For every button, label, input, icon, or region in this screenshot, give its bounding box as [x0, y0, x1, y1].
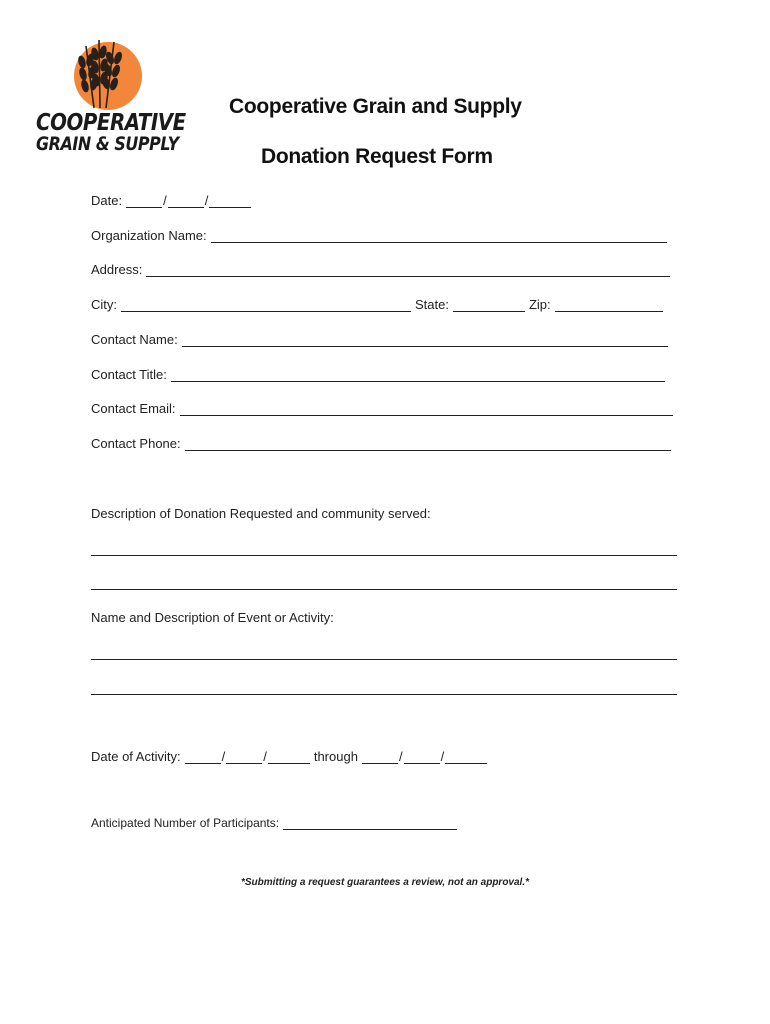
contact-email-blank[interactable] — [180, 402, 673, 416]
contact-name-field[interactable] — [91, 332, 668, 347]
participants-label: Anticipated Number of Participants: — [91, 816, 280, 830]
contact-name-blank[interactable] — [182, 333, 668, 347]
activity-start-month-blank[interactable] — [185, 750, 221, 764]
review-disclaimer: *Submitting a request guarantees a review, not an approval.* — [240, 877, 530, 888]
company-logo — [36, 36, 186, 160]
state-label: State: — [415, 297, 449, 312]
city-label: City: — [91, 297, 117, 312]
contact-phone-field[interactable] — [91, 436, 671, 451]
activity-end-month-blank[interactable] — [362, 750, 398, 764]
date-separator: / — [440, 749, 445, 764]
activity-date-label: Date of Activity: — [91, 749, 181, 764]
contact-title-blank[interactable] — [171, 368, 665, 382]
organization-label: Organization Name: — [91, 228, 207, 243]
description-heading — [91, 506, 431, 521]
address-blank[interactable] — [146, 263, 670, 277]
date-label: Date: — [91, 193, 123, 208]
organization-blank[interactable] — [211, 229, 667, 243]
contact-email-label: Contact Email: — [91, 401, 176, 416]
contact-phone-label: Contact Phone: — [91, 436, 181, 451]
date-field[interactable] — [91, 193, 251, 208]
contact-name-label: Contact Name: — [91, 332, 178, 347]
activity-start-year-blank[interactable] — [268, 750, 310, 764]
organization-field[interactable] — [91, 228, 667, 243]
state-blank[interactable] — [453, 298, 525, 312]
participants-field[interactable] — [91, 816, 457, 830]
activity-end-year-blank[interactable] — [445, 750, 487, 764]
activity-date-field[interactable] — [91, 749, 487, 764]
participants-blank[interactable] — [283, 816, 457, 830]
event-line-2[interactable] — [91, 694, 677, 695]
logo-text-top: COOPERATIVE — [36, 110, 186, 136]
description-line-2[interactable] — [91, 589, 677, 590]
zip-label: Zip: — [528, 297, 551, 312]
activity-start-day-blank[interactable] — [226, 750, 262, 764]
page-title: Cooperative Grain and Supply — [229, 95, 522, 118]
date-separator: / — [221, 749, 226, 764]
zip-blank[interactable] — [555, 298, 663, 312]
date-month-blank[interactable] — [126, 194, 162, 208]
contact-phone-blank[interactable] — [185, 437, 671, 451]
logo-text-bottom: GRAIN & SUPPLY — [36, 134, 179, 155]
contact-title-field[interactable] — [91, 367, 665, 382]
event-line-1[interactable] — [91, 659, 677, 660]
description-label: Description of Donation Requested and community served: — [91, 506, 431, 521]
through-label: through — [313, 749, 358, 764]
event-label: Name and Description of Event or Activity: — [91, 610, 334, 625]
date-separator: / — [263, 749, 267, 764]
date-separator: / — [163, 193, 167, 208]
date-separator: / — [398, 749, 403, 764]
address-label: Address: — [91, 262, 143, 277]
city-state-zip-field[interactable] — [91, 297, 663, 312]
city-blank[interactable] — [121, 298, 411, 312]
date-separator: / — [204, 193, 209, 208]
wheat-logo-icon — [66, 36, 146, 112]
date-year-blank[interactable] — [209, 194, 251, 208]
date-day-blank[interactable] — [168, 194, 204, 208]
description-line-1[interactable] — [91, 555, 677, 556]
contact-email-field[interactable] — [91, 401, 673, 416]
contact-title-label: Contact Title: — [91, 367, 167, 382]
address-field[interactable] — [91, 262, 670, 277]
event-heading — [91, 610, 334, 625]
form-title: Donation Request Form — [261, 145, 493, 168]
activity-end-day-blank[interactable] — [404, 750, 440, 764]
